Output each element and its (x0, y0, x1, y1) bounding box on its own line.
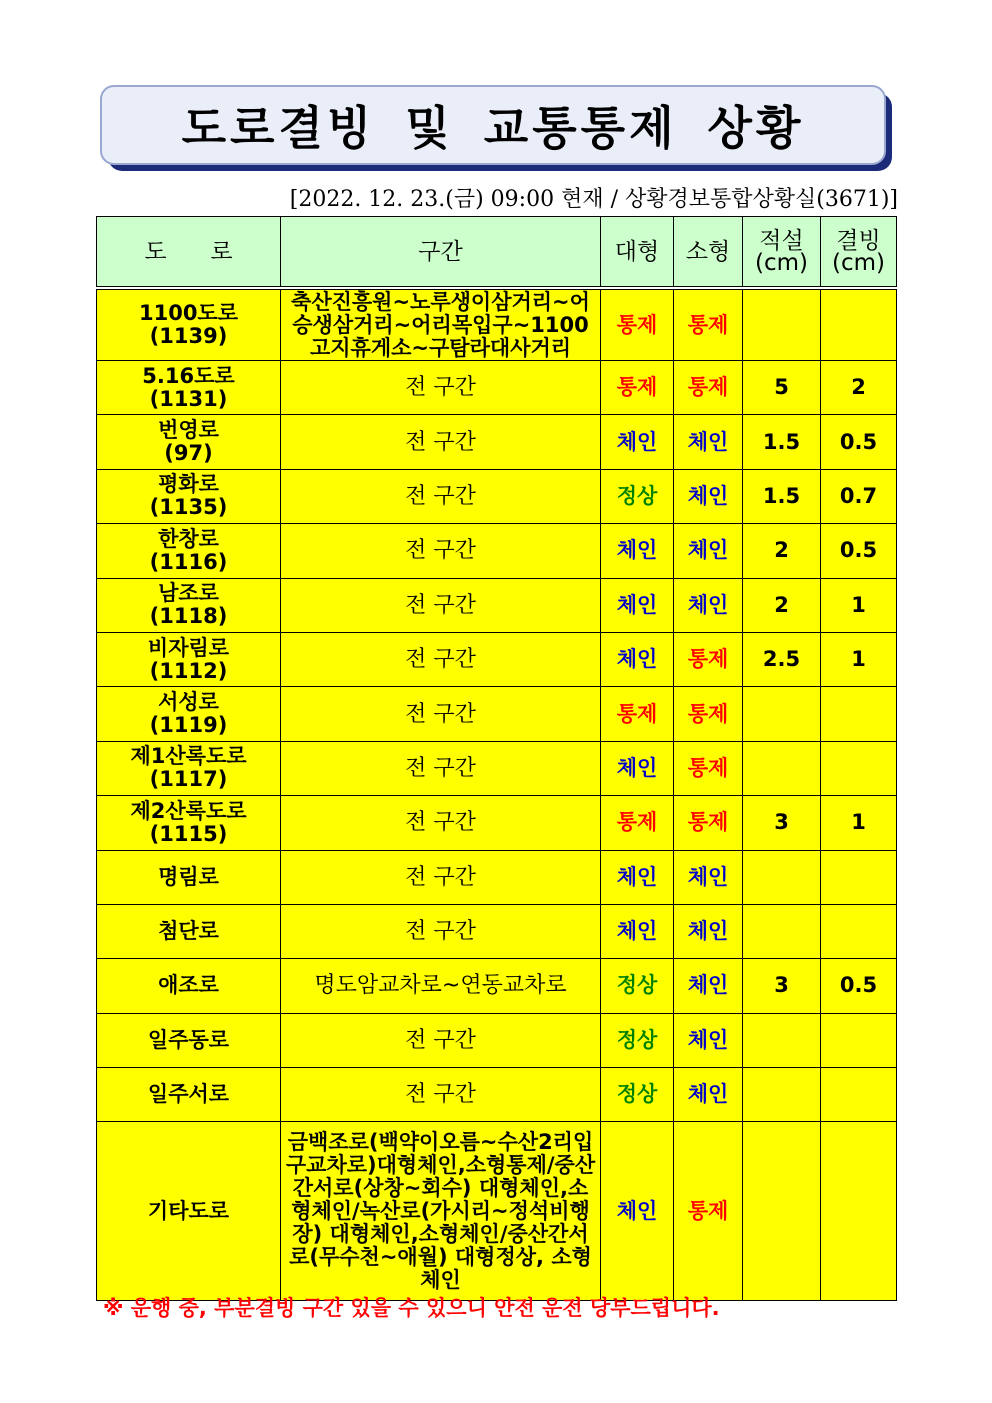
road-number: (1139) (149, 324, 228, 348)
header-ice-depth: 결빙 (cm) (821, 217, 897, 289)
table-row (97, 288, 897, 361)
road-name: 일주동로 (147, 1027, 230, 1052)
road-name: 일주서로 (147, 1082, 230, 1107)
large-vehicle-status: 정상 (601, 1013, 674, 1067)
road-number: (1135) (149, 495, 228, 520)
road-number: (1112) (149, 658, 228, 683)
table-row (97, 959, 897, 1013)
header-large-vehicle: 대형 (601, 217, 674, 289)
safety-notice: ※ 운행 중, 부분결빙 구간 있을 수 있으니 안전 운전 당부드립니다. (103, 1296, 720, 1320)
table-row (97, 850, 897, 904)
large-vehicle-status: 체인 (601, 578, 674, 632)
road-name: 기타도로 (147, 1198, 230, 1223)
large-vehicle-status: 체인 (601, 632, 674, 686)
ice-depth-cell (821, 850, 897, 904)
ice-depth-cell (821, 1068, 897, 1122)
road-name: 번영로 (158, 418, 219, 443)
large-vehicle-status: 체인 (601, 524, 674, 578)
small-vehicle-status: 체인 (674, 415, 743, 469)
road-name: 5.16도로 (142, 363, 235, 388)
ice-depth-cell: 2 (821, 361, 897, 415)
large-vehicle-status: 통제 (601, 288, 674, 361)
road-status-table (96, 216, 897, 1301)
section-cell: 전 구간 (281, 1068, 601, 1122)
table-header-row (97, 217, 897, 289)
ice-depth-cell: 1 (821, 796, 897, 850)
snow-depth-cell (743, 288, 821, 361)
section-cell: 전 구간 (281, 361, 601, 415)
snow-depth-cell: 2 (743, 578, 821, 632)
section-cell: 전 구간 (281, 469, 601, 523)
snow-depth-cell (743, 904, 821, 958)
large-vehicle-status: 정상 (601, 959, 674, 1013)
ice-depth-cell: 1 (821, 632, 897, 686)
road-name-cell (97, 850, 281, 904)
section-cell: 전 구간 (281, 1013, 601, 1067)
small-vehicle-status: 통제 (674, 796, 743, 850)
table-row (97, 796, 897, 850)
road-name-cell (97, 1122, 281, 1301)
page-title: 도로결빙 및 교통통제 상황 (181, 101, 805, 155)
large-vehicle-status: 통제 (601, 796, 674, 850)
small-vehicle-status: 체인 (674, 1013, 743, 1067)
road-name-cell (97, 959, 281, 1013)
road-name: 서성로 (158, 690, 219, 715)
small-vehicle-status: 통제 (674, 288, 743, 361)
section-cell: 전 구간 (281, 796, 601, 850)
small-vehicle-status: 통제 (674, 361, 743, 415)
section-cell: 전 구간 (281, 524, 601, 578)
table-row (97, 524, 897, 578)
road-name-cell (97, 415, 281, 469)
snow-depth-cell: 1.5 (743, 415, 821, 469)
large-vehicle-status: 정상 (601, 469, 674, 523)
road-name-cell (97, 796, 281, 850)
section-cell: 전 구간 (281, 741, 601, 795)
road-name-cell (97, 632, 281, 686)
road-name: 애조로 (158, 973, 219, 998)
small-vehicle-status: 체인 (674, 904, 743, 958)
table-row (97, 1013, 897, 1067)
table-row (97, 578, 897, 632)
road-name: 남조로 (158, 581, 219, 606)
road-name-cell (97, 687, 281, 741)
ice-depth-cell (821, 1122, 897, 1301)
section-cell: 금백조로(백약이오름~수산2리입구교차로)대형체인,소형통제/중산간서로(상창~회수) 대형체인,소형체인/녹산로(가시리~정석비행장) 대형체인,소형체인/중산간서로(무수천~애월) 대형정상, 소형체인 (281, 1122, 601, 1301)
header-snow-depth: 적설 (cm) (743, 217, 821, 289)
ice-depth-cell (821, 288, 897, 361)
road-number: (1116) (149, 549, 228, 574)
snow-depth-cell: 3 (743, 796, 821, 850)
table-row (97, 1122, 897, 1301)
large-vehicle-status: 통제 (601, 361, 674, 415)
ice-depth-cell (821, 687, 897, 741)
section-cell: 전 구간 (281, 687, 601, 741)
section-cell: 전 구간 (281, 578, 601, 632)
road-name: 1100도로 (138, 301, 239, 325)
road-name-cell (97, 1068, 281, 1122)
small-vehicle-status: 체인 (674, 578, 743, 632)
large-vehicle-status: 정상 (601, 1068, 674, 1122)
road-name-cell (97, 469, 281, 523)
road-name-cell (97, 578, 281, 632)
table-row (97, 904, 897, 958)
road-number: (1131) (149, 386, 228, 411)
road-name-cell (97, 741, 281, 795)
road-name: 한창로 (158, 526, 219, 551)
road-name-cell (97, 1013, 281, 1067)
large-vehicle-status: 체인 (601, 904, 674, 958)
title-box (100, 85, 886, 165)
section-cell: 전 구간 (281, 904, 601, 958)
road-name-cell (97, 524, 281, 578)
header-small-vehicle: 소형 (674, 217, 743, 289)
small-vehicle-status: 체인 (674, 1068, 743, 1122)
road-name: 제2산록도로 (130, 798, 247, 823)
snow-depth-cell: 3 (743, 959, 821, 1013)
road-number: (1118) (149, 604, 228, 629)
table-row (97, 1068, 897, 1122)
snow-depth-cell (743, 1068, 821, 1122)
ice-depth-cell: 0.5 (821, 524, 897, 578)
snow-depth-cell (743, 741, 821, 795)
header-road: 도 로 (97, 217, 281, 289)
ice-depth-cell: 0.7 (821, 469, 897, 523)
snow-depth-cell (743, 687, 821, 741)
snow-depth-cell (743, 1013, 821, 1067)
large-vehicle-status: 체인 (601, 850, 674, 904)
road-number: (1115) (149, 821, 228, 846)
report-timestamp: [2022. 12. 23.(금) 09:00 현재 / 상황경보통합상황실(3671)] (289, 187, 898, 212)
snow-depth-cell: 2 (743, 524, 821, 578)
road-number: (97) (164, 441, 213, 466)
road-name: 비자림로 (147, 635, 230, 660)
snow-depth-cell (743, 850, 821, 904)
road-name-cell (97, 288, 281, 361)
table-row (97, 632, 897, 686)
snow-depth-cell (743, 1122, 821, 1301)
section-cell: 전 구간 (281, 632, 601, 686)
road-name: 첨단로 (158, 919, 219, 944)
ice-depth-cell: 1 (821, 578, 897, 632)
ice-depth-cell: 0.5 (821, 959, 897, 1013)
ice-depth-cell (821, 1013, 897, 1067)
small-vehicle-status: 통제 (674, 741, 743, 795)
ice-depth-cell (821, 904, 897, 958)
small-vehicle-status: 체인 (674, 850, 743, 904)
snow-depth-cell: 1.5 (743, 469, 821, 523)
road-number: (1119) (149, 713, 228, 738)
road-name: 제1산록도로 (130, 744, 247, 769)
road-name: 명림로 (158, 864, 219, 889)
ice-depth-cell: 0.5 (821, 415, 897, 469)
section-cell: 전 구간 (281, 415, 601, 469)
large-vehicle-status: 체인 (601, 1122, 674, 1301)
table-row (97, 687, 897, 741)
snow-depth-cell: 5 (743, 361, 821, 415)
table-row (97, 415, 897, 469)
header-section: 구간 (281, 217, 601, 289)
small-vehicle-status: 통제 (674, 687, 743, 741)
table-row (97, 361, 897, 415)
road-name-cell (97, 904, 281, 958)
section-cell: 명도암교차로~연동교차로 (281, 959, 601, 1013)
table-row (97, 741, 897, 795)
small-vehicle-status: 체인 (674, 959, 743, 1013)
section-cell: 축산진흥원~노루생이삼거리~어승생삼거리~어리목입구~1100고지휴게소~구탐라대사거리 (281, 288, 601, 361)
large-vehicle-status: 통제 (601, 687, 674, 741)
small-vehicle-status: 체인 (674, 524, 743, 578)
snow-depth-cell: 2.5 (743, 632, 821, 686)
ice-depth-cell (821, 741, 897, 795)
road-name-cell (97, 361, 281, 415)
small-vehicle-status: 통제 (674, 1122, 743, 1301)
table-row (97, 469, 897, 523)
section-cell: 전 구간 (281, 850, 601, 904)
road-number: (1117) (149, 767, 228, 792)
large-vehicle-status: 체인 (601, 415, 674, 469)
small-vehicle-status: 체인 (674, 469, 743, 523)
small-vehicle-status: 통제 (674, 632, 743, 686)
large-vehicle-status: 체인 (601, 741, 674, 795)
road-name: 평화로 (158, 472, 219, 497)
